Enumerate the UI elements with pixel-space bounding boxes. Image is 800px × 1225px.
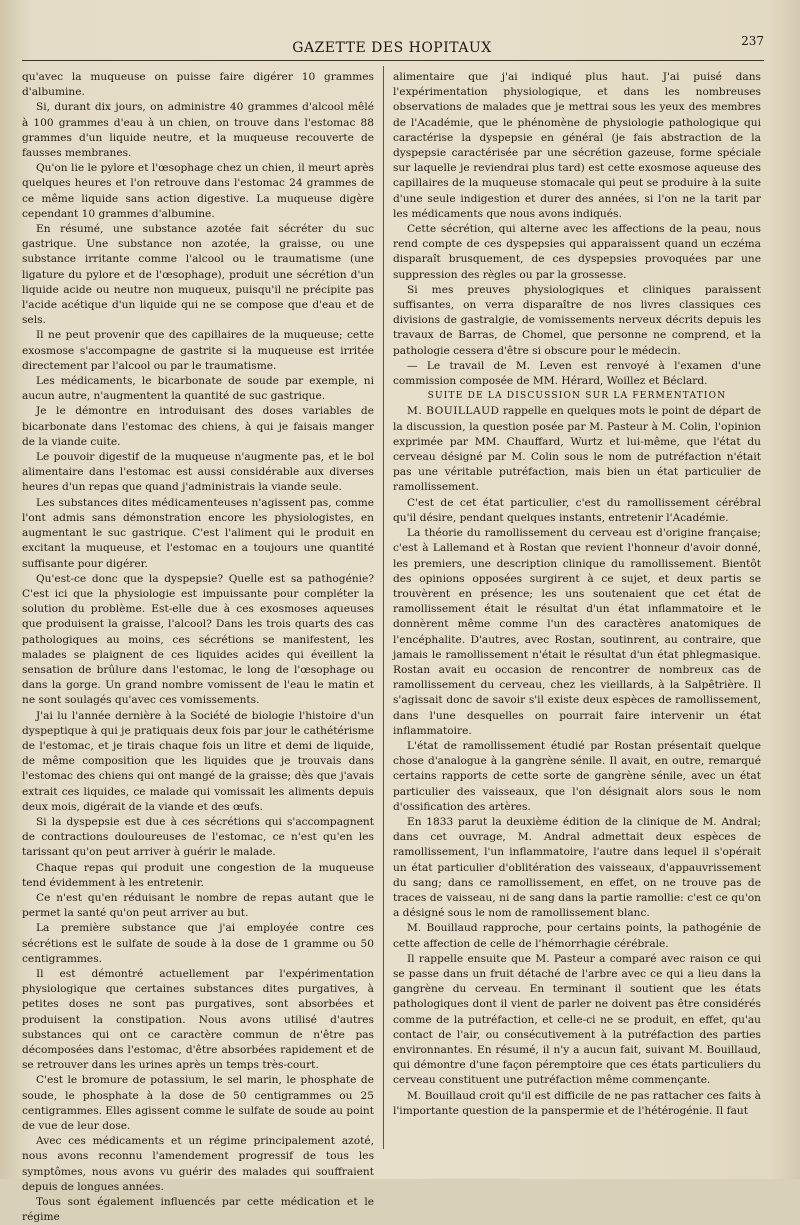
paragraph: La première substance que j'ai employée contre ces sécrétions est le sulfate de soude à la dose de 1 gramme ou 50 centigrammes. xyxy=(22,922,374,965)
page-header xyxy=(20,28,764,64)
header-rule xyxy=(22,60,764,61)
paragraph: Il ne peut provenir que des capillaires de la muqueuse; cette exosmose s'accompagne de gastrite si la muqueuse est irritée directement par l'alcool ou par le traumatisme. xyxy=(22,329,374,372)
paragraph: M. Bouillaud croit qu'il est difficile de ne pas rattacher ces faits à l'importante question de la panspermie et de l'hétérogénie. Il faut xyxy=(393,1089,761,1117)
paragraph: En résumé, une substance azotée fait sécréter du suc gastrique. Une substance non azotée, la graisse, ou une substance irritante comme l'alcool ou le traumatisme (une ligature du pylore et de l'œsophage), produit une sécrétion d'un liquide acide ou neutre non muqueux, puisqu'il ne précipite pas l'acide acétique d'un liquide qui ne se compose que d'eau et de sels. xyxy=(22,223,374,327)
paragraph: Je le démontre en introduisant des doses variables de bicarbonate dans l'estomac des chiens, à qui je faisais manger de la viande cuite. xyxy=(22,405,374,448)
paragraph: Cette sécrétion, qui alterne avec les affections de la peau, nous rend compte de ces dyspepsies qui apparaissent quand un eczéma disparaît brusquement, de ces dyspepsies provoquées par une suppression des règles ou par la grossesse. xyxy=(393,223,761,281)
page-number: 237 xyxy=(741,34,764,48)
paragraph: La théorie du ramollissement du cerveau est d'origine française; c'est à Lallemand et à Rostan que revient l'honneur d'avoir donné, les premiers, une description clinique du ramollissement. Bientôt des opinions opposées surgirent à ce sujet, et deux partis se trouvèrent en présence; les uns soutenaient que cet état de ramollissement était le résultat d'un état inflammatoire et le donnèrent même comme l'un des caractères anatomiques de l'encéphalite. D'autres, avec Rostan, soutinrent, au contraire, que jamais le ramollissement n'était le résultat d'un état phlegmasique. Rostan avait eu occasion de rencontrer de nombreux cas de ramollissement du cerveau, chez les vieillards, à la Salpêtrière. Il s'agissait donc de savoir s'il existe deux espèces de ramollissement, dans l'une desquelles on pourrait faire intervenir un état inflammatoire. xyxy=(393,527,761,737)
paragraph xyxy=(393,404,761,495)
right-column xyxy=(393,70,761,1159)
paragraph: Les médicaments, le bicarbonate de soude par exemple, ni aucun autre, n'augmentent la quantité de suc gastrique. xyxy=(22,375,374,403)
paragraph: Le pouvoir digestif de la muqueuse n'augmente pas, et le bol alimentaire dans l'estomac est aussi considérable aux diverses heures d'un repas que quand j'administrais la viande seule. xyxy=(22,451,374,494)
paragraph: Il est démontré actuellement par l'expérimentation physiologique que certaines substances dites purgatives, à petites doses ne sont pas purgatives, sont absorbées et produisent la constipation. Nous avons utilisé d'autres substances qui ont ce caractère commun de n'être pas décomposées dans l'estomac, d'être absorbées rapidement et de se retrouver dans les urines après un temps très-court. xyxy=(22,967,374,1072)
section-title: SUITE DE LA DISCUSSION SUR LA FERMENTATION xyxy=(427,391,727,402)
journal-title: GAZETTE DES HOPITAUX xyxy=(292,40,492,56)
column-divider xyxy=(383,66,384,1149)
paragraph: C'est le bromure de potassium, le sel marin, le phosphate de soude, le phosphate à la dose de 50 centigrammes ou 25 centigrammes. Elles agissent comme le sulfate de soude au point de vue de leur dose. xyxy=(22,1074,374,1133)
speaker-name: M. BOUILLAUD xyxy=(407,405,500,418)
paragraph: alimentaire que j'ai indiqué plus haut. J'ai puisé dans l'expérimentation physiologique, et dans les nombreuses observations de malades que je mettrai sous les yeux des membres de l'Académie, que le phénomène de physiologie pathologique qui caractérise la dyspepsie en général (je fais abstraction de la dyspepsie caractérisée par une sécrétion gazeuse, forme spéciale sur laquelle je reviendrai plus tard) est cette exosmose aqueuse des capillaires de la muqueuse stomacale qui peut se produire à la suite d'une seule indigestion et durer des années, si l'on ne la tarit par les médicaments que nous avons indiqués. xyxy=(393,71,761,220)
left-column xyxy=(22,70,374,1224)
paragraph: Si la dyspepsie est due à ces sécrétions qui s'accompagnent de contractions douloureuses de l'estomac, ce n'est qu'en les tarissant qu'on peut arriver à guérir le malade. xyxy=(22,815,374,859)
paragraph: Si mes preuves physiologiques et cliniques paraissent suffisantes, on verra disparaître de nos livres classiques ces divisions de gastralgie, de vomissements nerveux décrits depuis les travaux de Barras, de Chomel, que personne ne comprend, et la pathologie cessera d'être si obscure pour le médecin. xyxy=(393,283,761,357)
paragraph: Chaque repas qui produit une congestion de la muqueuse tend évidemment à les entretenir. xyxy=(22,861,374,889)
paragraph: qu'avec la muqueuse on puisse faire digérer 10 grammes d'albumine. xyxy=(22,71,374,99)
paragraph: Avec ces médicaments et un régime principalement azoté, nous avons reconnu l'amendement progressif de tous les symptômes, nous avons vu guérir des malades qui souffraient depuis de longues années. xyxy=(22,1135,374,1193)
paragraph: Il rappelle ensuite que M. Pasteur a comparé avec raison ce qui se passe dans un fruit détaché de l'arbre avec ce qui a lieu dans la gangrène du cerveau. En terminant il soutient que les états pathologiques dont il vient de parler ne doivent pas être considérés comme de la putréfaction, et celle-ci ne se produit, en effet, qu'au contact de l'air, ou consécutivement à la putréfaction des parties environnantes. En résumé, il n'y a aucun fait, suivant M. Bouillaud, qui démontre d'une façon péremptoire que ces états particuliers du cerveau constituent une putréfaction même commençante. xyxy=(393,952,761,1087)
paragraph: Qu'on lie le pylore et l'œsophage chez un chien, il meurt après quelques heures et l'on retrouve dans l'estomac 24 grammes de ce même liquide sans action digestive. La muqueuse digère cependant 10 grammes d'albumine. xyxy=(22,162,374,220)
paragraph: Ce n'est qu'en réduisant le nombre de repas autant que le permet la santé qu'on peut arriver au but. xyxy=(22,891,374,920)
paragraph: Qu'est-ce donc que la dyspepsie? Quelle est sa pathogénie? C'est ici que la physiologie est impuissante pour compléter la solution du problème. Est-elle due à ces exosmoses aqueuses que produisent la graisse, l'alcool? Dans les trois quarts des cas pathologiques au moins, ces sécrétions se manifestent, les malades se plaignent de ces liquides acides qui éveillent la sensation de brûlure dans l'estomac, le long de l'œsophage ou dans la gorge. Un grand nombre vomissent de l'eau le matin et ne sont soulagés qu'avec ces vomissements. xyxy=(22,572,374,707)
paragraph: — Le travail de M. Leven est renvoyé à l'examen d'une commission composée de MM. Hérard, Woillez et Béclard. xyxy=(393,359,761,388)
paragraph: Tous sont également influencés par cette médication et le régime xyxy=(22,1196,374,1224)
paragraph: J'ai lu l'année dernière à la Société de biologie l'histoire d'un dyspeptique à qui je pratiquais deux fois par jour le cathétérisme de l'estomac, et je tirais chaque fois un litre et demi de liquide, de même composition que les liquides que je trouvais dans l'estomac des chiens qui ont mangé de la graisse; dès que j'avais extrait ces liquides, ce malade qui vomissait les aliments depuis deux mois, digérait de la viande et des œufs. xyxy=(22,709,374,813)
paragraph: M. Bouillaud rapproche, pour certains points, la pathogénie de cette affection de celle de l'hémorrhagie cérébrale. xyxy=(393,922,761,950)
paragraph-text: rappelle en quelques mots le point de départ de la discussion, la question posée par M. Pasteur à M. Colin, l'opinion exprimée par MM. Chauffard, Wurtz et lui-même, que l'état du cerveau désigné par M. Colin sous le nom de putréfaction n'était pas une véritable putréfaction, mais bien un état particulier de ramollissement. xyxy=(393,405,762,494)
paragraph: L'état de ramollissement étudié par Rostan présentait quelque chose d'analogue à la gangrène sénile. Il avait, en outre, remarqué certains rapports de cette sorte de gangrène sénile, avec un état particulier des vaisseaux, que l'on désignait alors sous le nom d'ossification des artères. xyxy=(393,739,761,813)
paragraph: C'est de cet état particulier, c'est du ramollissement cérébral qu'il désire, pendant quelques instants, entretenir l'Académie. xyxy=(393,496,761,524)
paragraph: Si, durant dix jours, on administre 40 grammes d'alcool mêlé à 100 grammes d'eau à un chien, on trouve dans l'estomac 88 grammes d'un liquide neutre, et la muqueuse recouverte de fausses membranes. xyxy=(22,101,374,160)
paragraph: Les substances dites médicamenteuses n'agissent pas, comme l'ont admis sans démonstration encore les physiologistes, en augmentant le suc gastrique. C'est l'aliment qui le produit en excitant la muqueuse, et l'estomac en a toujours une quantité suffisante pour digérer. xyxy=(22,496,374,570)
paragraph: En 1833 parut la deuxième édition de la clinique de M. Andral; dans cet ouvrage, M. Andral admettait deux espèces de ramollissement, l'un inflammatoire, l'autre dans lequel il s'opérait un état particulier d'oblitération des vaisseaux, d'appauvrissement du sang; dans ce ramollissement, en effet, on ne trouve pas de traces de vaisseau, ni de sang dans la partie ramollie: c'est ce qu'on a désigné sous le nom de ramollissement blanc. xyxy=(393,815,761,920)
